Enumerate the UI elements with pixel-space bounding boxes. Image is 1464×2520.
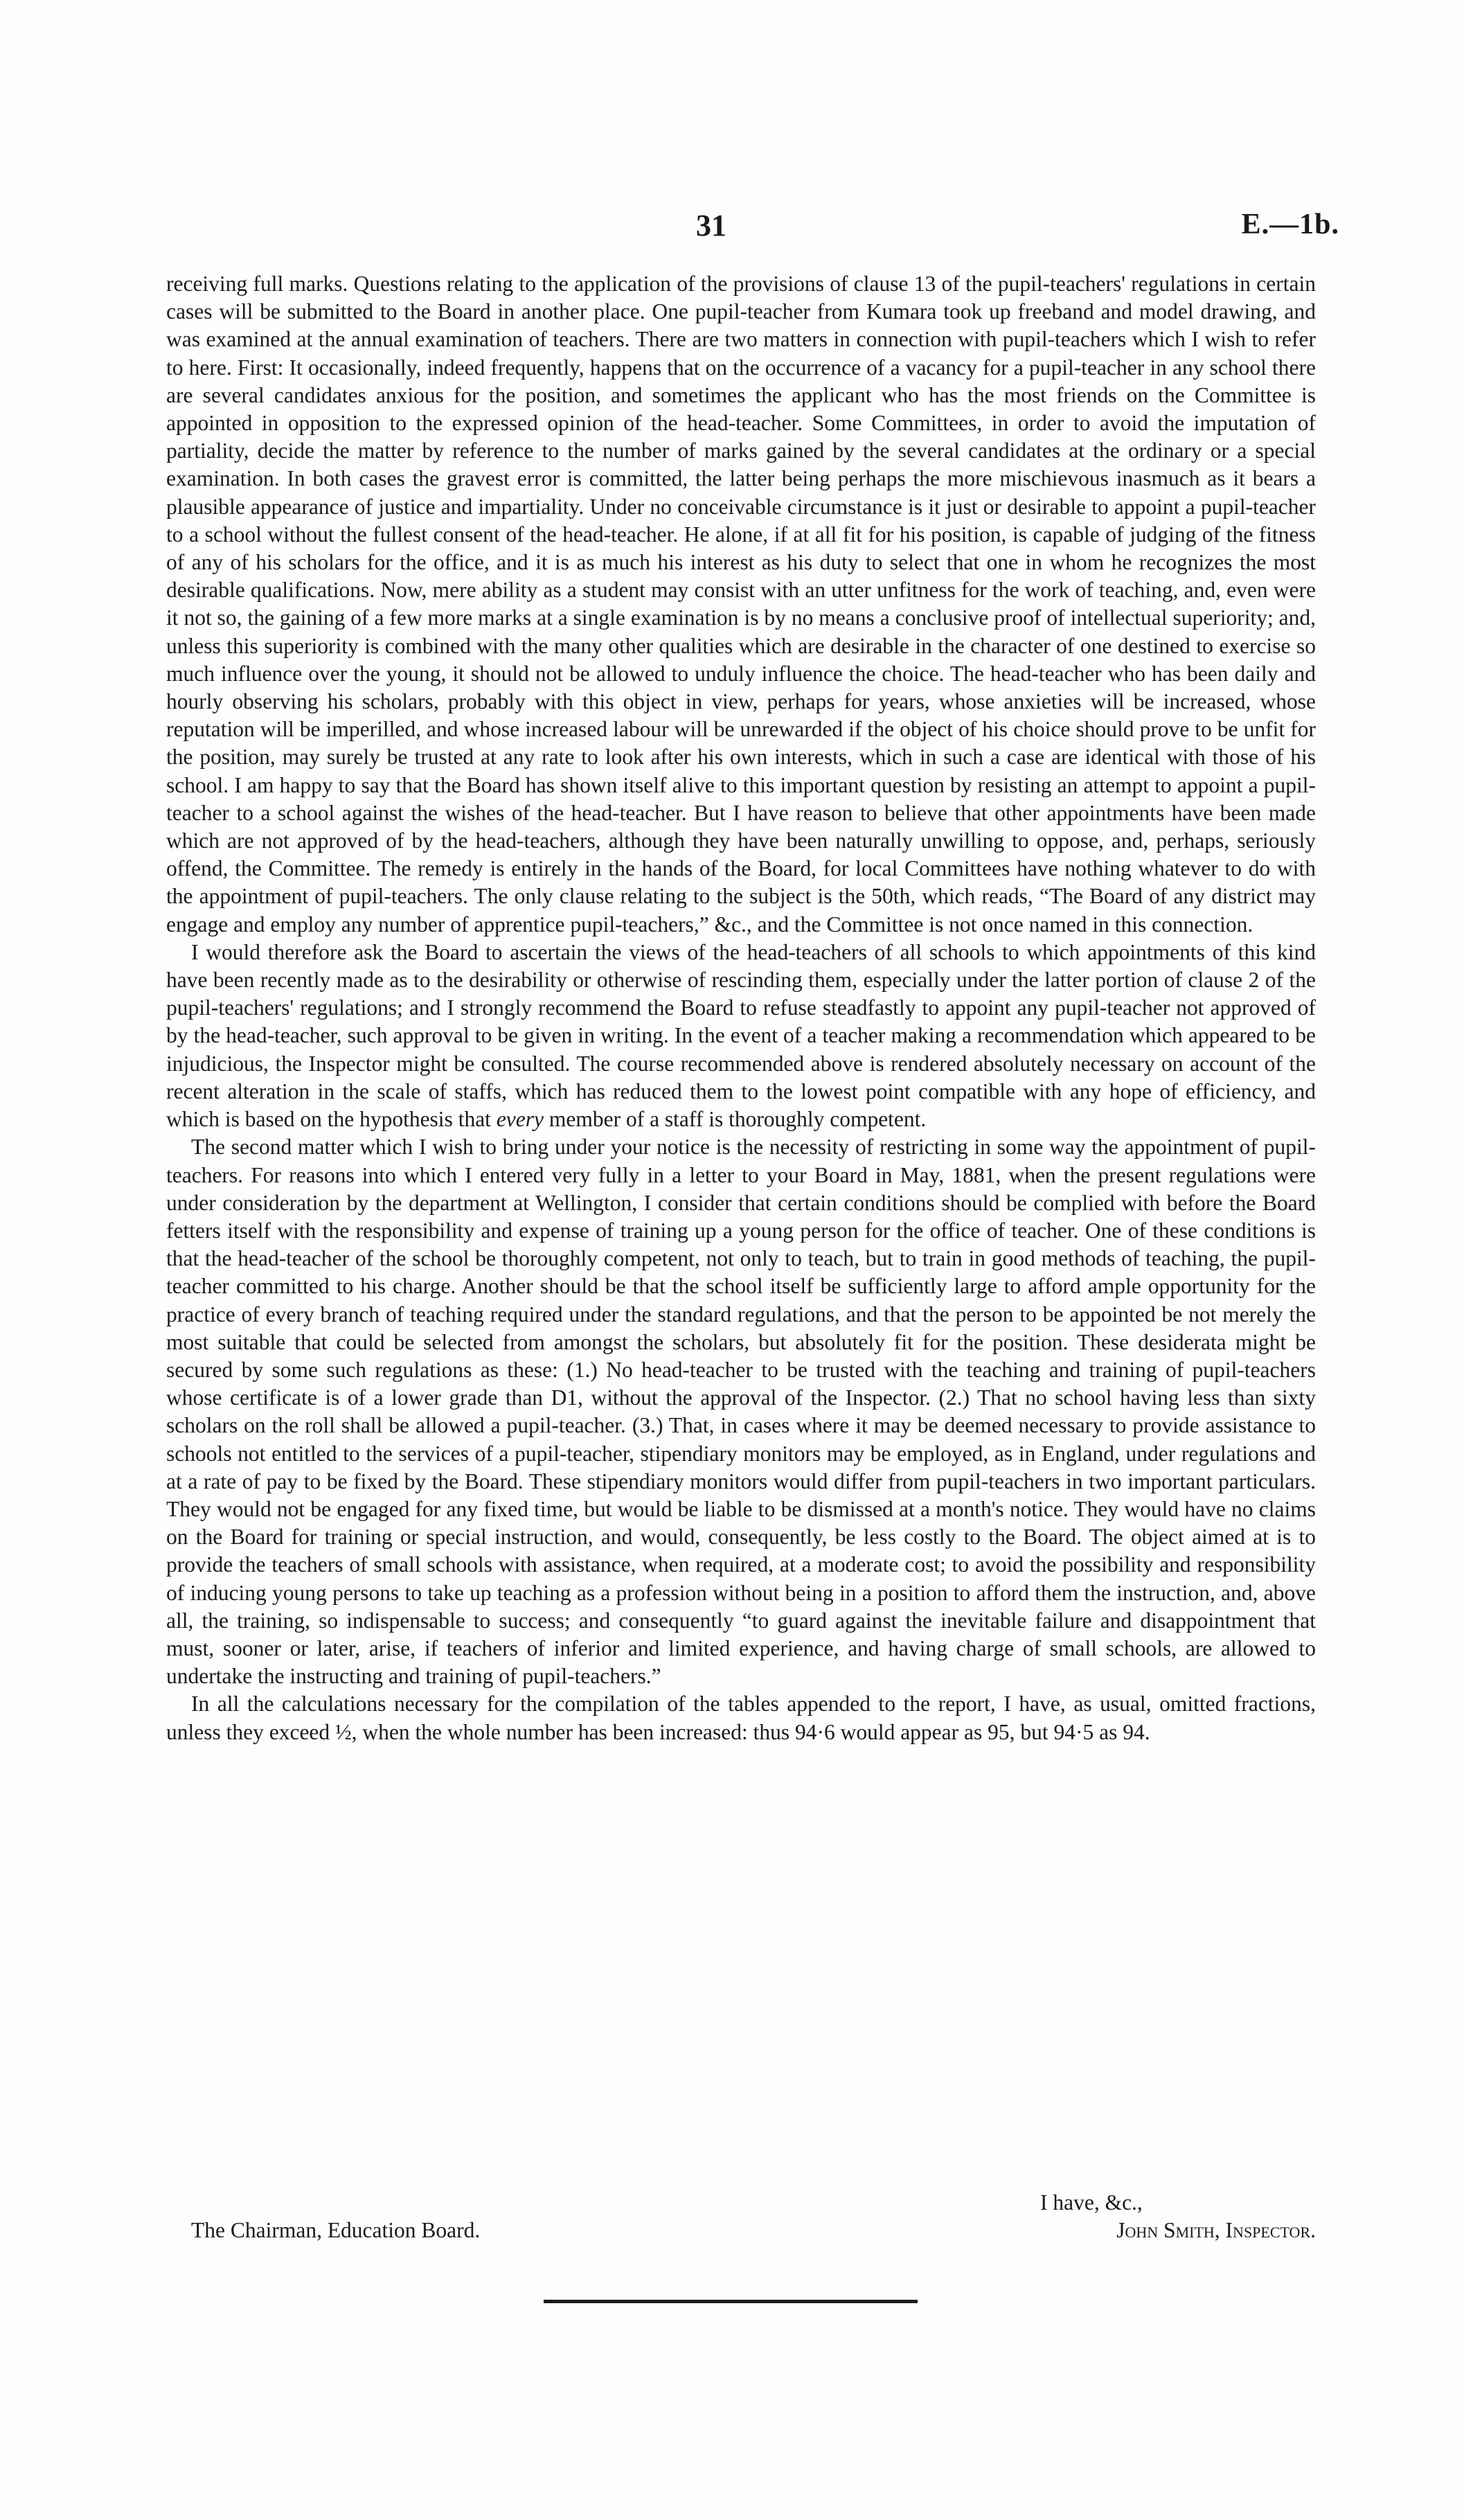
emphasis-text: every: [496, 1107, 544, 1132]
paragraph-text: receiving full marks. Questions relating to the application of the provisions of clause 13 of the pupil-teachers' regulations in certain cases will be submitted to the Board in another place. One pupil-teacher from Kumara took up freeband and model drawing, and was examined at the annual examination of teachers. There are two matters in connection with pupil-teachers which I wish to refer to here. First: It occasionally, indeed frequently, happens that on the occurrence of a vacancy for a pupil-teacher in any school there are several candidates anxious for the position, and sometimes the applicant who has the most friends on the Committee is appointed in opposition to the expressed opinion of the head-teacher. Some Committees, in order to avoid the imputation of partiality, decide the matter by reference to the number of marks gained by the several candidates at the ordinary or a special examination. In both cases the gravest error is committed, the latter being perhaps the more mischievous inasmuch as it bears a plausible appearance of justice and impartiality. Under no conceivable circumstance is it just or desirable to appoint a pupil-teacher to a school without the fullest consent of the head-teacher. He alone, if at all fit for his position, is capable of judging of the fitness of any of his scholars for the office, and it is as much his interest as his duty to select that one in whom he recognizes the most desirable qualifications. Now, mere ability as a student may consist with an utter unfitness for the work of teaching, and, even were it not so, the gaining of a few more marks at a single examination is by no means a conclusive proof of intellectual superiority; and, unless this superiority is combined with the many other qualities which are desirable in the character of one destined to exercise so much influence over the young, it should not be allowed to unduly influence the choice. The head-teacher who has been daily and hourly observing his scholars, probably with this object in view, perhaps for years, whose anxieties will be increased, whose reputation will be imperilled, and whose increased labour will be unrewarded if the object of his choice should prove to be unfit for the position, may surely be trusted at any rate to look after his own interests, which in such a case are identical with those of his school. I am happy to say that the Board has shown itself alive to this important question by resisting an attempt to appoint a pupil-teacher to a school against the wishes of the head-teacher. But I have reason to believe that other appointments have been made which are not approved of by the head-teachers, although they have been naturally unwilling to oppose, and, perhaps, seriously offend, the Committee. The remedy is entirely in the hands of the Board, for local Committees have nothing whatever to do with the appointment of pupil-teachers. The only clause relating to the subject is the 50th, which reads, “The Board of any district may engage and employ any number of apprentice pupil-teachers,” &c., and the Committee is not once named in this connection.: [166, 272, 1316, 937]
paragraph-text: I would therefore ask the Board to ascertain the views of the head-teachers of all schools to which appointments of this kind have been recently made as to the desirability or otherwise of rescinding them, especially under the latter portion of clause 2 of the pupil-teachers' regulations; and I strongly recommend the Board to refuse steadfastly to appoint any pupil-teacher not approved of by the head-teacher, such approval to be given in writing. In the event of a teacher making a recommendation which appeared to be injudicious, the Inspector might be consulted. The course recommended above is rendered absolutely necessary on account of the recent alteration in the scale of staffs, which has reduced them to the lowest point compatible with any hope of efficiency, and which is based on the hypothesis that: [166, 939, 1316, 1132]
report-body: [166, 270, 1316, 1746]
paragraph-restricting-appointments: [166, 1133, 1316, 1690]
document-reference-code: E.—1b.: [1241, 208, 1339, 240]
paragraph-pupil-teacher-appointments: [166, 270, 1316, 939]
signatory: John Smith, Inspector.: [1116, 2218, 1316, 2242]
paragraph-text: In all the calculations necessary for the compilation of the tables appended to the report, I have, as usual, omitted fractions, unless they exceed ½, when the whole number has been increased: thus 94·6 would appear as 95, but 94·5 as 94.: [166, 1692, 1316, 1744]
paragraph-text-continued: member of a staff is thoroughly competent.: [544, 1107, 927, 1132]
paragraph-calculations: [166, 1690, 1316, 1746]
letter-signoff: [166, 2189, 1316, 2258]
end-rule-divider: [544, 2300, 918, 2303]
page-number: 31: [696, 208, 726, 242]
paragraph-text: The second matter which I wish to bring under your notice is the necessity of restricting in some way the appointment of pupil-teachers. For reasons into which I entered very fully in a letter to your Board in May, 1881, when the present regulations were under consideration by the department at Wellington, I consider that certain conditions should be complied with before the Board fetters itself with the responsibility and expense of training up a young person for the office of teacher. One of these conditions is that the head-teacher of the school be thoroughly competent, not only to teach, but to train in good methods of teaching, the pupil-teacher committed to his charge. Another should be that the school itself be sufficiently large to afford ample opportunity for the practice of every branch of teaching required under the standard regulations, and that the person to be appointed be not merely the most suitable that could be selected from amongst the scholars, but absolutely fit for the position. These desiderata might be secured by some such regulations as these: (1.) No head-teacher to be trusted with the teaching and training of pupil-teachers whose certificate is of a lower grade than D1, without the approval of the Inspector. (2.) That no school having less than sixty scholars on the roll shall be allowed a pupil-teacher. (3.) That, in cases where it may be deemed necessary to provide assistance to schools not entitled to the services of a pupil-teacher, stipendiary monitors may be employed, as in England, under regulations and at a rate of pay to be fixed by the Board. These stipendiary monitors would differ from pupil-teachers in two important particulars. They would not be engaged for any fixed time, but would be liable to be dismissed at a month's notice. They would have no claims on the Board for training or special instruction, and would, consequently, be less costly to the Board. The object aimed at is to provide the teachers of small schools with assistance, when required, at a moderate cost; to avoid the possibility and responsibility of inducing young persons to take up teaching as a profession without being in a position to afford them the instruction, and, above all, the training, so indispensable to success; and consequently “to guard against the inevitable failure and disappointment that must, sooner or later, arise, if teachers of inferior and limited experience, and having charge of small schools, are allowed to undertake the instructing and training of pupil-teachers.”: [166, 1135, 1316, 1689]
addressee: The Chairman, Education Board.: [191, 2218, 481, 2242]
paragraph-head-teacher-approval: [166, 939, 1316, 1133]
closing-phrase: I have, &c.,: [1040, 2190, 1143, 2215]
page-header: [0, 208, 1464, 263]
